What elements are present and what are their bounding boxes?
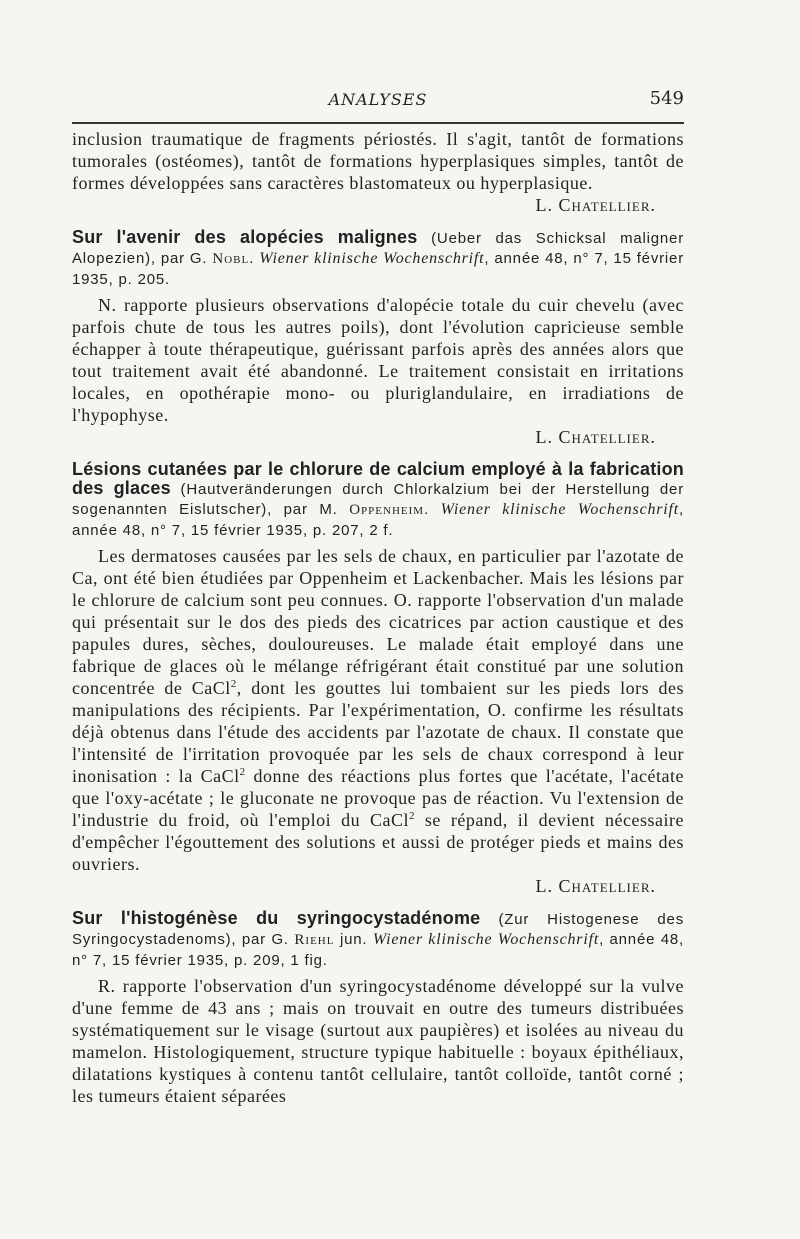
article-heading (72, 909, 684, 970)
article-body: Les dermatoses causées par les sels de chaux, en particulier par l'azotate de Ca, ont été bien étudiées par Oppenheim et Lackenbacher. Mais les lésions par le chlorure de calcium sont peu connues. O. rapporte l'observation d'un malade qui présentait sur le dos des pieds des cicatrices par action caustique et des papules dures, sèches, douloureuses. Le malade était employé dans une fabrique de glaces où le mélange réfrigérant était constitué par une solution concentrée de CaCl$^2$, dont les gouttes lui tombaient sur les pieds lors des manipulations des récipients. Par l'expérimentation, O. confirme les résultats déjà obtenus dans l'étude des accidents par l'azotate de chaux. Il constate que l'intensité de l'irritation provoquée par les sels de chaux correspond à leur inonisation : la CaCl$^2$ donne des réactions plus fortes que l'acétate, l'acétate que l'oxy-acétate ; le gluconate ne provoque pas de réaction. Vu l'extension de l'industrie du froid, où l'emploi du CaCl$^2$ se répand, il devient nécessaire d'empêcher l'égouttement des solutions et aussi de protéger pieds et mains des ouvriers. (72, 546, 685, 874)
continuation-paragraph: inclusion traumatique de fragments périostés. Il s'agit, tantôt de formations tumorales (ostéomes), tantôt de formations hyperplasiques simples, tantôt de formes développées sans caractères blastomateux ou hyperplasique. (72, 129, 684, 193)
article-title: Sur l'avenir des alopécies malignes (72, 227, 418, 247)
article-reference: (Zur Histogenese des Syringocystadenoms), par G. Riehl jun. Wiener klinische Wochenschrift, année 48, n° 7, 15 février 1935, p. 209, 1 fig. (72, 911, 685, 969)
article-chlorure-calcium (72, 460, 684, 897)
text-block (72, 128, 684, 1107)
article-reference: (Hautveränderungen durch Chlorkalzium bei der Herstellung der sogenannten Eislutscher), par M. Oppenheim. Wiener klinische Wochenschrift, année 48, n° 7, 15 février 1935, p. 207, 2 f. (72, 481, 685, 539)
article-source: Wiener klinische Wochenschrift (372, 931, 600, 948)
signature (72, 875, 684, 897)
article-source: Wiener klinische Wochenschrift (440, 501, 680, 518)
article-source: Wiener klinische Wochenschrift (259, 250, 485, 267)
article-title: Sur l'histogénèse du syringocystadénome (72, 908, 481, 928)
signature (72, 426, 684, 448)
page-number: 549 (649, 88, 684, 109)
article-alopecies (72, 228, 684, 448)
signature-text: L. Chatellier. (535, 427, 656, 447)
running-header (72, 88, 684, 116)
article-body: R. rapporte l'observation d'un syringocystadénome développé sur la vulve d'une femme de 43 ans ; mais on trouvait en outre des tumeurs distribuées systématiquement sur le visage (surtout aux paupières) et isolées au niveau du mamelon. Histologiquement, structure typique habituelle : boyaux épithéliaux, dilatations kystiques à contenu tantôt cellulaire, tantôt colloïde, tantôt corné ; les tumeurs étaient séparées (72, 976, 684, 1106)
signature (72, 194, 684, 216)
article-heading (72, 228, 684, 289)
article-reference: (Ueber das Schicksal maligner Alopezien), par G. Nobl. Wiener klinische Wochenschrift, année 48, n° 7, 15 février 1935, p. 205. (72, 230, 684, 288)
signature-text: L. Chatellier. (535, 195, 656, 215)
running-title: ANALYSES (328, 90, 428, 109)
article-author: Nobl (212, 251, 250, 267)
article-syringocystadenome (72, 909, 684, 1107)
article-heading (72, 460, 684, 540)
article-author: Riehl (294, 932, 335, 948)
article-author: Oppenheim (349, 502, 425, 518)
article-title: Lésions cutanées par le chlorure de calcium employé à la fabrication des glaces (72, 459, 684, 498)
header-rule (72, 122, 684, 124)
signature-text: L. Chatellier. (535, 876, 656, 896)
article-body: N. rapporte plusieurs observations d'alopécie totale du cuir chevelu (avec parfois chute de tous les autres poils), dont l'évolution capricieuse semble échapper à toute thérapeutique, guérissant parfois après des années alors que tout traitement avait été abandonné. Le traitement consistait en irritations locales, en opothérapie mono- ou pluriglandulaire, en irradiations de l'hypophyse. (72, 295, 684, 425)
